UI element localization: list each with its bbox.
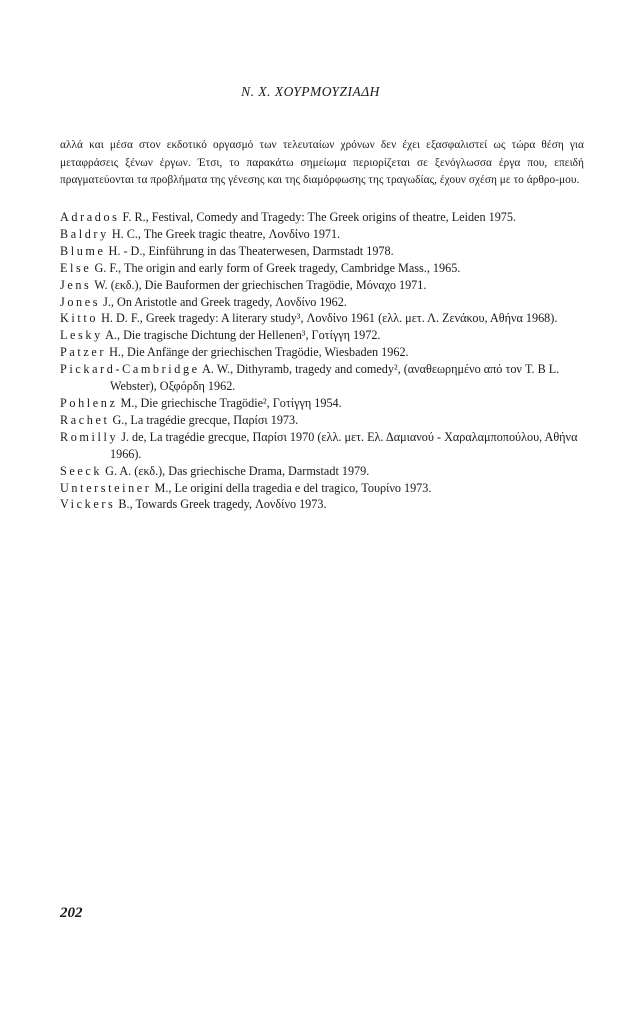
entry-details: A., Die tragische Dichtung der Hellenen³, Γοτίγγη 1972. — [102, 328, 381, 343]
entry-details: W. (εκδ.), Die Bauformen der griechischen Tragödie, Μόναχο 1971. — [91, 277, 427, 292]
entry-author: Untersteiner — [60, 480, 152, 495]
entry-author: Blume — [60, 243, 106, 258]
entry-author: Rachet — [60, 412, 110, 427]
entry-author: Kitto — [60, 311, 99, 326]
bibliography-entry — [60, 412, 584, 429]
entry-details: M., Le origini della tragedia e del tragico, Τουρίνο 1973. — [151, 480, 432, 495]
entry-details: G., La tragédie grecque, Παρίσι 1973. — [109, 412, 299, 427]
entry-author: Jens — [60, 277, 92, 292]
bibliography-entry — [60, 344, 584, 361]
bibliography-entry — [60, 361, 584, 395]
entry-details: H., Die Anfänge der griechischen Tragödie, Wiesbaden 1962. — [106, 345, 409, 360]
bibliography-entry — [60, 496, 584, 513]
bibliography-entry — [60, 480, 584, 497]
entry-details: F. R., Festival, Comedy and Tragedy: The Greek origins of theatre, Leiden 1975. — [119, 210, 517, 224]
bibliography-entry — [60, 327, 584, 344]
bibliography-entry — [60, 294, 584, 311]
entry-author: Baldry — [60, 226, 109, 241]
entry-details: H. C., The Greek tragic theatre, Λονδίνο 1971. — [108, 226, 341, 241]
bibliography-entry — [60, 243, 584, 260]
entry-author: Seeck — [60, 463, 103, 478]
entry-author: Pickard-Cambridge — [60, 362, 200, 377]
entry-details: H. - D., Einführung in das Theaterwesen, Darmstadt 1978. — [105, 243, 394, 258]
entry-author: Vickers — [60, 497, 116, 512]
bibliography-entry — [60, 277, 584, 294]
bibliography-entry — [60, 209, 584, 226]
entry-author: Romilly — [60, 429, 119, 444]
entry-details: B., Towards Greek tragedy, Λονδίνο 1973. — [115, 497, 327, 512]
bibliography-entry — [60, 429, 584, 463]
entry-author: Lesky — [60, 328, 103, 343]
entry-author: Jones — [60, 294, 101, 309]
entry-details: M., Die griechische Tragödie², Γοτίγγη 1954. — [117, 395, 342, 410]
entry-details: A. W., Dithyramb, tragedy and comedy², (αναθεωρημένο από τον T. B L. Webster), Οξφόρδη 1962. — [110, 362, 560, 394]
intro-paragraph: αλλά και μέσα στον εκδοτικό οργασμό των τελευταίων χρόνων δεν έχει εξασφαλιστεί ως τώρα θέση για μεταφράσεις ξένων έργων. Έτσι, το παρακάτω σημείωμα περιορίζεται σε ξενόγλωσσα έργα που, επειδή πραγματεύονται τα προβλήματα της γένεσης και της διαμόρφωσης της τραγωδίας, έχουν σχέση με το άρθρο-μου. — [60, 139, 584, 187]
entry-details: J. de, La tragédie grecque, Παρίσι 1970 (ελλ. μετ. Ελ. Δαμιανού - Χαραλαμποπούλου, Αθήνα 1966). — [110, 429, 578, 461]
running-header: Ν. Χ. ΧΟΥΡΜΟΥΖΙΑΔΗ — [241, 84, 380, 99]
page-number: 202 — [60, 905, 83, 921]
bibliography-entry — [60, 260, 584, 277]
entry-author: Patzer — [60, 345, 107, 360]
bibliography-entry — [60, 395, 584, 412]
entry-author: Adrados — [60, 210, 120, 224]
entry-details: G. A. (εκδ.), Das griechische Drama, Darmstadt 1979. — [102, 463, 370, 478]
bibliography-entry — [60, 310, 584, 327]
entry-details: G. F., The origin and early form of Greek tragedy, Cambridge Mass., 1965. — [91, 260, 461, 275]
bibliography-entry — [60, 226, 584, 243]
entry-details: J., On Aristotle and Greek tragedy, Λονδίνο 1962. — [100, 294, 347, 309]
bibliography-list — [60, 209, 584, 513]
bibliography-entry — [60, 463, 584, 480]
entry-details: H. D. F., Greek tragedy: A literary study³, Λονδίνο 1961 (ελλ. μετ. Λ. Ζενάκου, Αθήνα 1968). — [98, 311, 558, 326]
entry-author: Pohlenz — [60, 395, 118, 410]
entry-author: Else — [60, 260, 92, 275]
